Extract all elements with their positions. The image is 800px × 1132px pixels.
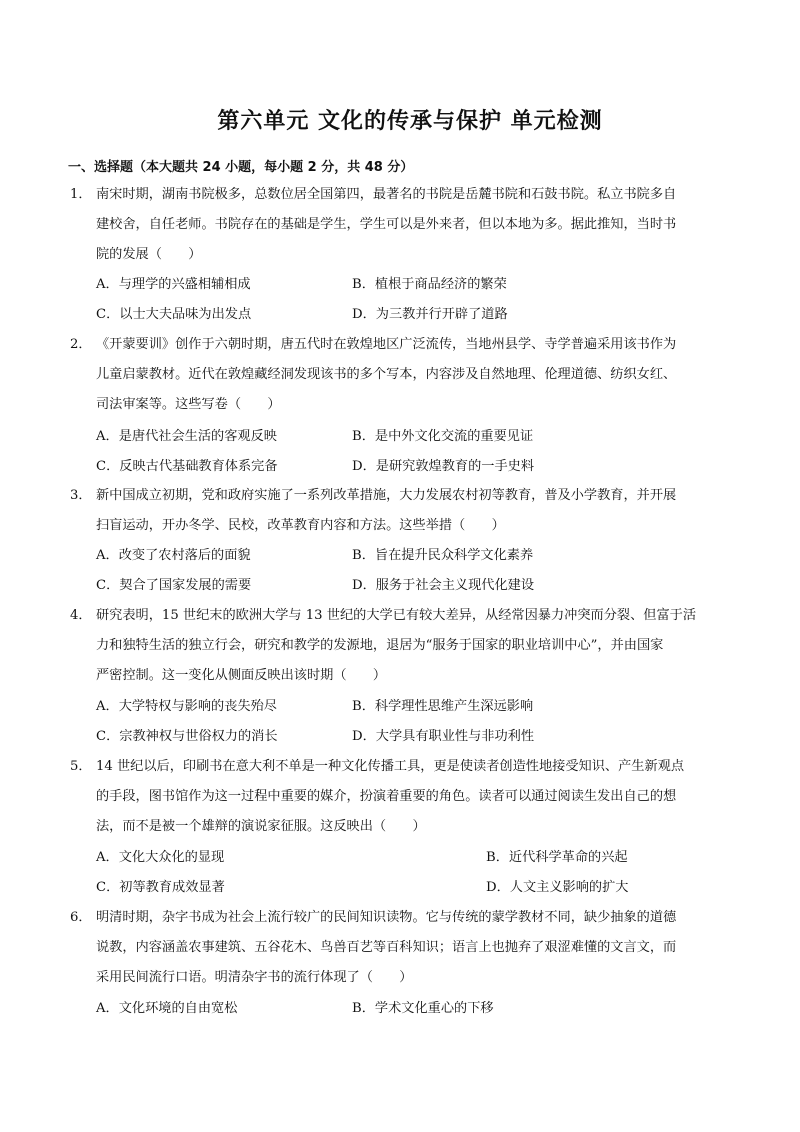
option-d[interactable]: D．为三教并行开辟了道路 [352,307,508,322]
option-d[interactable]: D．人文主义影响的扩大 [486,880,629,895]
question-text-line: 法，而不是被一个雄辩的演说家征服。这反映出（ ） [96,819,426,834]
question-text-line: 建校舍，自任老师。书院存在的基础是学生，学生可以是外来者，但以本地为多。据此推知，当时书 [96,217,677,232]
question-text-line: 研究表明，15 世纪末的欧洲大学与 13 世纪的大学已有较大差异，从经常因暴力冲突而分裂、但富于活 [96,608,697,623]
question-text-line: 采用民间流行口语。明清杂字书的流行体现了（ ） [96,970,413,985]
option-a[interactable]: A．文化环境的自由宽松 [96,1001,238,1016]
question-3-options [96,541,736,601]
question-text-line: 严密控制。这一变化从侧面反映出该时期（ ） [96,668,387,683]
option-b[interactable]: B．学术文化重心的下移 [352,1001,494,1016]
option-a[interactable]: A．大学特权与影响的丧失殆尽 [96,699,277,714]
question-4-options [96,692,736,752]
question-text-line: 司法审案等。这些写卷（ ） [96,397,281,412]
section-heading: 一、选择题（本大题共 24 小题，每小题 2 分，共 48 分） [68,160,414,175]
page-title: 第六单元 文化的传承与保护 单元检测 [217,109,603,134]
option-a[interactable]: A．与理学的兴盛相辅相成 [96,277,251,292]
question-text-line: 南宋时期，湖南书院极多，总数位居全国第四，最著名的书院是岳麓书院和石鼓书院。私立书院多自 [96,187,677,202]
question-2-options [96,422,736,482]
question-2 [70,330,730,420]
option-c[interactable]: C．宗教神权与世俗权力的消长 [96,729,278,744]
question-number: 4． [70,608,92,623]
question-5 [70,752,730,842]
question-text-line: 新中国成立初期，党和政府实施了一系列改革措施，大力发展农村初等教育，普及小学教育，并开展 [96,488,677,503]
question-1 [70,180,730,270]
option-a[interactable]: A．文化大众化的显现 [96,850,225,865]
option-b[interactable]: B．植根于商品经济的繁荣 [352,277,507,292]
question-text-line: 的手段，图书馆作为这一过程中重要的媒介，扮演着重要的角色。读者可以通过阅读生发出自己的想 [96,789,677,804]
question-text-line: 14 世纪以后，印刷书在意大利不单是一种文化传播工具，更是使读者创造性地接受知识、产生新观点 [96,759,685,774]
question-text-line: 儿童启蒙教材。近代在敦煌藏经洞发现该书的多个写本，内容涉及自然地理、伦理道德、纺织女红、 [96,367,677,382]
question-4 [70,601,730,691]
question-3 [70,481,730,541]
question-number: 6． [70,910,92,925]
question-number: 5． [70,759,92,774]
option-c[interactable]: C．以士大夫品味为出发点 [96,307,252,322]
question-text-line: 明清时期，杂字书成为社会上流行较广的民间知识读物。它与传统的蒙学教材不同，缺少抽象的道德 [96,910,677,925]
option-d[interactable]: D．是研究敦煌教育的一手史料 [352,459,535,474]
question-6-options [96,994,736,1024]
option-b[interactable]: B．近代科学革命的兴起 [486,850,628,865]
question-6 [70,903,730,993]
option-b[interactable]: B．科学理性思维产生深远影响 [352,699,534,714]
option-b[interactable]: B．旨在提升民众科学文化素养 [352,548,534,563]
option-a[interactable]: A．是唐代社会生活的客观反映 [96,429,277,444]
question-number: 3． [70,488,92,503]
question-text-line: 说教，内容涵盖农事建筑、五谷花木、鸟兽百艺等百科知识；语言上也抛弃了艰涩难懂的文言文，而 [96,940,677,955]
option-d[interactable]: D．服务于社会主义现代化建设 [352,578,535,593]
option-b[interactable]: B．是中外文化交流的重要见证 [352,429,534,444]
question-5-options [96,843,736,903]
option-a[interactable]: A．改变了农村落后的面貌 [96,548,251,563]
question-text-line: 扫盲运动，开办冬学、民校，改革教育内容和方法。这些举措（ ） [96,518,505,533]
option-d[interactable]: D．大学具有职业性与非功利性 [352,729,535,744]
option-c[interactable]: C．初等教育成效显著 [96,880,225,895]
question-text-line: 《开蒙要训》创作于六朝时期，唐五代时在敦煌地区广泛流传，当地州县学、寺学普遍采用该书作为 [96,337,677,352]
question-text-line: 院的发展（ ） [96,247,202,262]
question-number: 2． [70,337,92,352]
option-c[interactable]: C．契合了国家发展的需要 [96,578,252,593]
question-text-line: 力和独特生活的独立行会，研究和教学的发源地，退居为“服务于国家的职业培训中心”，并由国家 [96,638,664,653]
question-number: 1． [70,187,92,202]
question-1-options [96,270,736,330]
option-c[interactable]: C．反映古代基础教育体系完备 [96,459,278,474]
